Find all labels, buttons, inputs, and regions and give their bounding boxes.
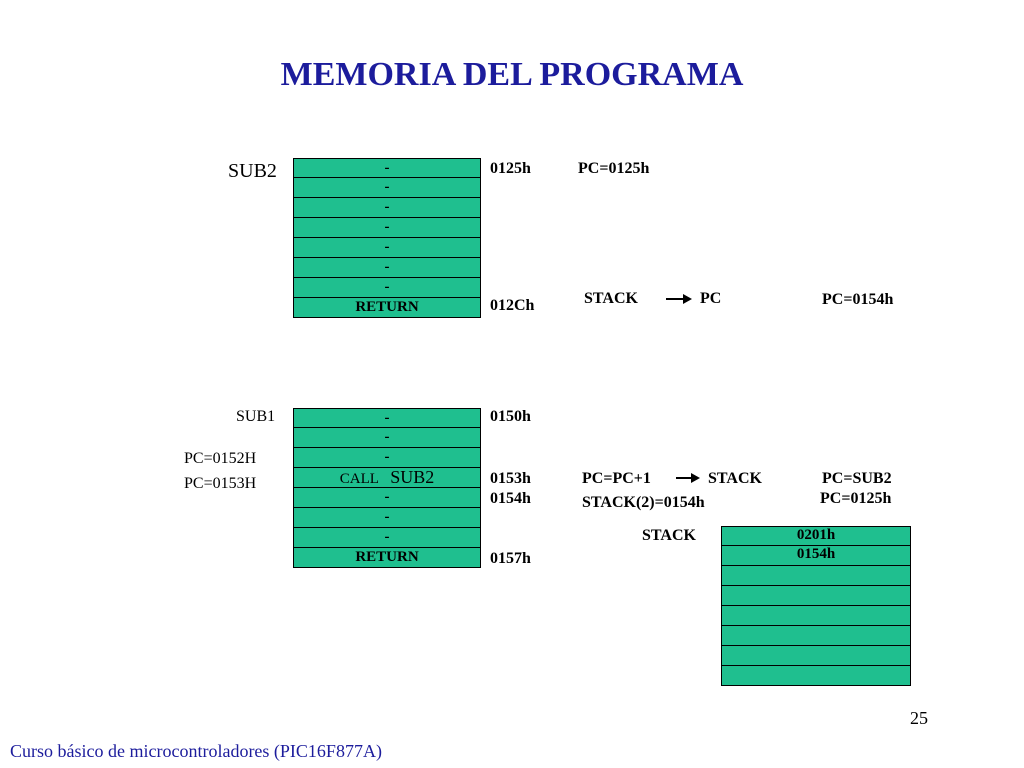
sub1-addr-0157: 0157h (490, 550, 531, 567)
sub2-cell: - (293, 238, 481, 258)
sub2-cell: - (293, 198, 481, 218)
sub1-cell: - (293, 528, 481, 548)
sub2-cell: - (293, 278, 481, 298)
call-target: SUB2 (390, 467, 435, 487)
sub2-return-cell: RETURN (293, 298, 481, 318)
sub2-cell: - (293, 258, 481, 278)
sub2-pc-note: PC=0125h (578, 160, 650, 177)
sub1-cell: - (293, 508, 481, 528)
sub1-pc-0125: PC=0125h (820, 490, 892, 507)
sub2-addr-end: 012Ch (490, 297, 535, 314)
stack-cell (721, 626, 911, 646)
sub1-stack-word: STACK (708, 470, 762, 487)
stack-cell: 0154h (721, 546, 911, 566)
sub1-return-cell: RETURN (293, 548, 481, 568)
stack-cell (721, 566, 911, 586)
sub1-pc-0153: PC=0153H (184, 475, 257, 492)
sub2-addr-start: 0125h (490, 160, 531, 177)
stack-cell: 0201h (721, 526, 911, 546)
footer-text: Curso básico de microcontroladores (PIC16F877A) (10, 741, 382, 761)
sub1-pc-sub2: PC=SUB2 (822, 470, 892, 487)
sub1-call-cell (293, 468, 481, 488)
sub1-label: SUB1 (236, 408, 276, 425)
stack-label: STACK (642, 527, 696, 544)
arrow-icon (676, 477, 698, 479)
sub1-cell: - (293, 488, 481, 508)
sub2-cell: - (293, 158, 481, 178)
call-instruction: CALL (339, 471, 379, 487)
sub1-addr-0153: 0153h (490, 470, 531, 487)
sub1-cell: - (293, 428, 481, 448)
sub1-stack2: STACK(2)=0154h (582, 494, 705, 511)
stack-block (721, 526, 911, 686)
arrow-icon (666, 298, 690, 300)
sub1-pc-0152: PC=0152H (184, 450, 257, 467)
sub1-cell: - (293, 448, 481, 468)
sub2-stack-word: STACK (584, 290, 638, 307)
stack-cell (721, 666, 911, 686)
page-number: 25 (910, 708, 928, 728)
stack-cell (721, 606, 911, 626)
sub1-memory-block (293, 408, 481, 568)
sub1-pc-inc: PC=PC+1 (582, 470, 651, 487)
page-title: MEMORIA DEL PROGRAMA (280, 56, 744, 93)
sub2-pc-word: PC (700, 290, 722, 307)
sub2-cell: - (293, 178, 481, 198)
sub1-addr-0154: 0154h (490, 490, 531, 507)
sub1-cell: - (293, 408, 481, 428)
sub2-pc-after: PC=0154h (822, 291, 894, 308)
sub1-addr-0150: 0150h (490, 408, 531, 425)
stack-cell (721, 646, 911, 666)
stack-cell (721, 586, 911, 606)
sub2-cell: - (293, 218, 481, 238)
sub2-label: SUB2 (228, 160, 277, 182)
sub2-memory-block (293, 158, 481, 318)
